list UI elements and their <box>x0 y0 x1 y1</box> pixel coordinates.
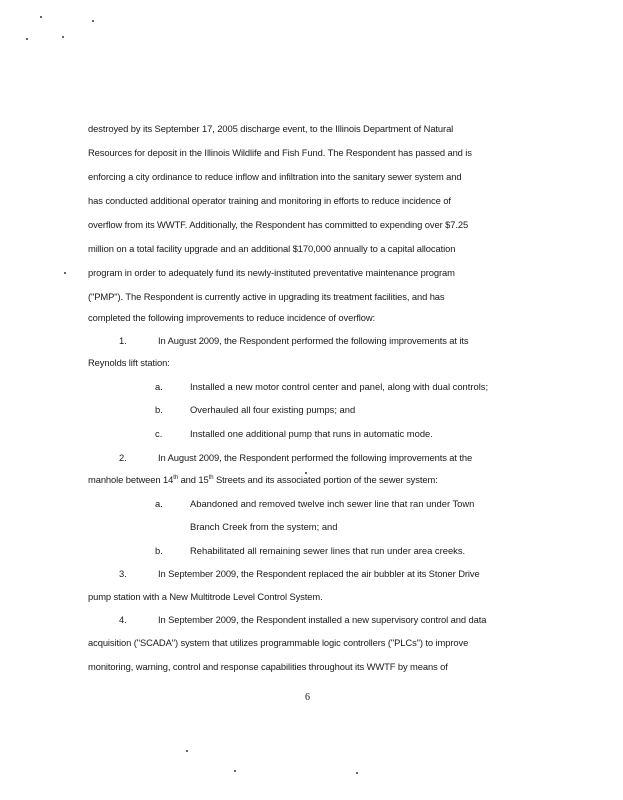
scan-speck <box>356 772 358 774</box>
body-line: program in order to adequately fund its newly-instituted preventative maintenance program <box>88 267 455 278</box>
subitem-text: Installed one additional pump that runs in automatic mode. <box>190 428 433 439</box>
scan-speck <box>62 36 64 38</box>
item-number: 2. <box>119 452 127 463</box>
text-run: and 15 <box>178 474 209 485</box>
subitem-text: Abandoned and removed twelve inch sewer line that ran under Town <box>190 498 475 509</box>
subitem-letter: a. <box>155 381 163 392</box>
item-line <box>88 474 528 486</box>
subitem-text: Rehabilitated all remaining sewer lines that run under area creeks. <box>190 545 466 556</box>
subitem-letter: c. <box>155 428 163 439</box>
text-run: manhole between 14 <box>88 474 174 485</box>
item-line: pump station with a New Multitrode Level Control System. <box>88 591 323 602</box>
item-number: 4. <box>119 614 127 625</box>
subitem-letter: b. <box>155 404 163 415</box>
item-number: 1. <box>119 335 127 346</box>
item-number: 3. <box>119 568 127 579</box>
body-line: million on a total facility upgrade and an additional $170,000 annually to a capital allocation <box>88 243 456 254</box>
item-line: In September 2009, the Respondent replaced the air bubbler at its Stoner Drive <box>158 568 480 579</box>
subitem-letter: a. <box>155 498 163 509</box>
body-line: destroyed by its September 17, 2005 discharge event, to the Illinois Department of Natural <box>88 123 454 134</box>
body-line: overflow from its WWTF. Additionally, the Respondent has committed to expending over $7.25 <box>88 219 469 230</box>
item-line: Reynolds lift station: <box>88 357 170 368</box>
item-line: acquisition ("SCADA") system that utilizes programmable logic controllers ("PLCs") to improve <box>88 637 469 648</box>
scan-speck <box>186 750 188 752</box>
body-line: ("PMP"). The Respondent is currently active in upgrading its treatment facilities, and has <box>88 291 445 302</box>
body-line: enforcing a city ordinance to reduce inflow and infiltration into the sanitary sewer system and <box>88 171 462 182</box>
scan-speck <box>92 20 94 22</box>
scan-speck <box>26 38 28 40</box>
page-number: 6 <box>305 692 310 703</box>
subitem-text: Branch Creek from the system; and <box>190 521 338 532</box>
item-line: monitoring, warning, control and response capabilities throughout its WWTF by means of <box>88 661 448 672</box>
superscript: th <box>173 474 179 481</box>
subitem-text: Installed a new motor control center and panel, along with dual controls; <box>190 381 489 392</box>
body-line: has conducted additional operator training and monitoring in efforts to reduce incidence of <box>88 195 451 206</box>
scan-speck <box>234 770 236 772</box>
body-line: Resources for deposit in the Illinois Wildlife and Fish Fund. The Respondent has passed and is <box>88 147 472 158</box>
item-line: In August 2009, the Respondent performed the following improvements at its <box>158 335 469 346</box>
item-line: In August 2009, the Respondent performed the following improvements at the <box>158 452 473 463</box>
scan-speck <box>64 272 66 274</box>
body-line: completed the following improvements to reduce incidence of overflow: <box>88 312 376 323</box>
scan-speck <box>40 16 42 18</box>
subitem-text: Overhauled all four existing pumps; and <box>190 404 356 415</box>
text-run: Streets and its associated portion of the sewer system: <box>213 474 438 485</box>
subitem-letter: b. <box>155 545 163 556</box>
superscript: th <box>208 474 214 481</box>
item-line: In September 2009, the Respondent installed a new supervisory control and data <box>158 614 487 625</box>
